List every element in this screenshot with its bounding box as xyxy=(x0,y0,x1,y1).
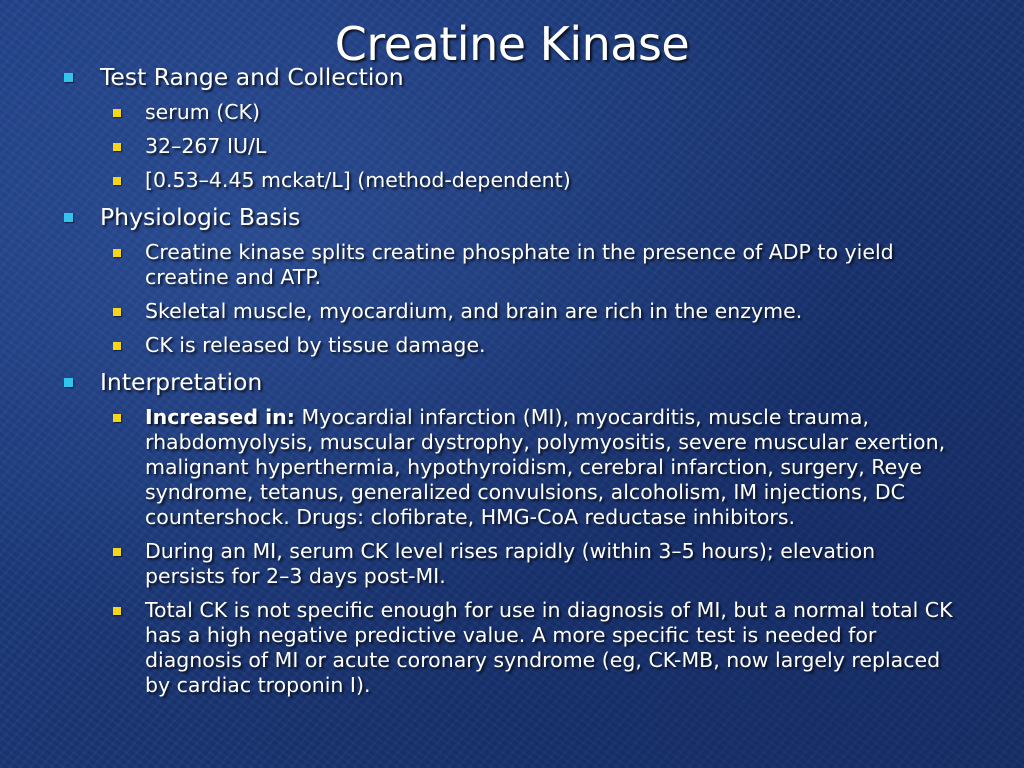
slide-title: Creatine Kinase xyxy=(334,17,690,71)
list-item xyxy=(0,240,960,290)
square-bullet-icon xyxy=(113,308,121,316)
list-item xyxy=(0,598,960,698)
item-text: During an MI, serum CK level rises rapidly (within 3–5 hours); elevation persists for 2–3 days post-MI. xyxy=(145,539,876,588)
list-item xyxy=(0,333,960,358)
list-item xyxy=(0,134,960,159)
list-item xyxy=(0,405,960,530)
item-text: serum (CK) xyxy=(145,100,260,124)
list-item xyxy=(0,100,960,125)
item-text: CK is released by tissue damage. xyxy=(145,333,486,357)
item-text: [0.53–4.45 mckat/L] (method-dependent) xyxy=(145,168,571,192)
section-test-range xyxy=(0,63,980,91)
square-bullet-icon xyxy=(113,109,121,117)
square-bullet-icon xyxy=(113,548,121,556)
list-item xyxy=(0,299,960,324)
square-bullet-icon xyxy=(113,607,121,615)
item-text: Myocardial infarction (MI), myocarditis, muscle trauma, rhabdomyolysis, muscular dystrophy, polymyositis, severe muscular exertion, malignant hyperthermia, hypothyroidism, cerebral infarction, surgery, Reye syndrome, tetanus, generalized convulsions, alcoholism, IM injections, DC countershock. Drugs: clofibrate, HMG-CoA reductase inhibitors. xyxy=(145,405,946,529)
square-bullet-icon xyxy=(113,414,121,422)
square-bullet-icon xyxy=(64,213,73,222)
square-bullet-icon xyxy=(64,378,73,387)
section-heading: Test Range and Collection xyxy=(100,63,404,91)
item-text: Creatine kinase splits creatine phosphate in the presence of ADP to yield creatine and ATP. xyxy=(145,240,894,289)
item-text: Total CK is not specific enough for use in diagnosis of MI, but a normal total CK has a high negative predictive value. A more specific test is needed for diagnosis of MI or acute coronary syndrome (eg, CK-MB, now largely replaced by cardiac troponin I). xyxy=(145,598,953,697)
item-lead: Increased in: xyxy=(145,405,295,429)
item-text: 32–267 IU/L xyxy=(145,134,267,158)
list-item xyxy=(0,539,960,589)
square-bullet-icon xyxy=(113,249,121,257)
item-text: Skeletal muscle, myocardium, and brain are rich in the enzyme. xyxy=(145,299,803,323)
square-bullet-icon xyxy=(113,342,121,350)
list-item xyxy=(0,168,960,193)
section-heading: Physiologic Basis xyxy=(100,203,301,231)
section-physiologic-basis xyxy=(0,203,980,231)
slide-content xyxy=(0,63,1024,698)
square-bullet-icon xyxy=(113,177,121,185)
square-bullet-icon xyxy=(64,73,73,82)
section-interpretation xyxy=(0,368,980,396)
square-bullet-icon xyxy=(113,143,121,151)
section-heading: Interpretation xyxy=(100,368,263,396)
